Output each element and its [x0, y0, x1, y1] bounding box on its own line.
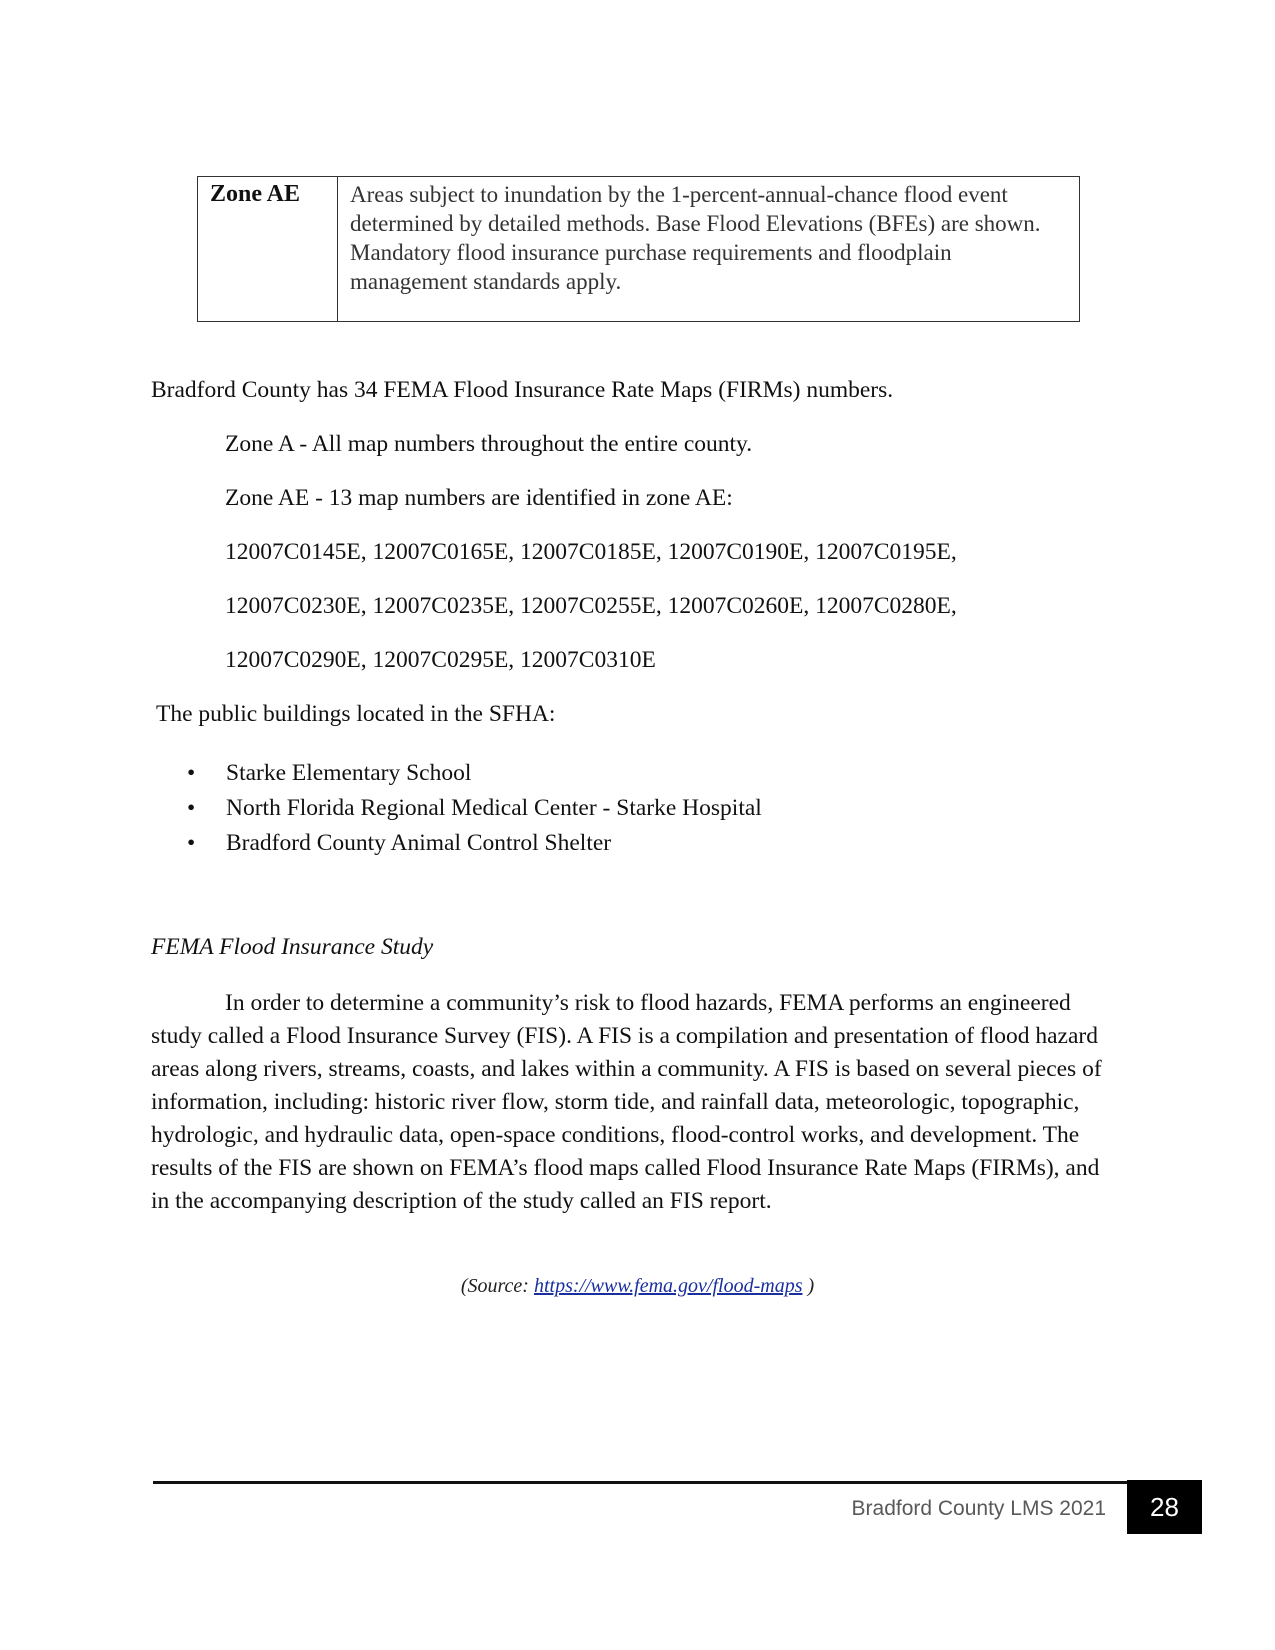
firm-summary: Bradford County has 34 FEMA Flood Insurance Rate Maps (FIRMs) numbers. — [151, 377, 894, 403]
bullet-icon: • — [187, 795, 196, 821]
page-number: 28 — [1127, 1480, 1202, 1534]
bullet-icon: • — [187, 760, 196, 786]
zone-definition-table — [197, 176, 1080, 322]
zone-ae-line: Zone AE - 13 map numbers are identified in zone AE: — [225, 485, 733, 511]
map-numbers-line-1: 12007C0145E, 12007C0165E, 12007C0185E, 12007C0190E, 12007C0195E, — [225, 539, 957, 565]
building-name: Starke Elementary School — [226, 760, 472, 786]
footer-title: Bradford County LMS 2021 — [851, 1497, 1106, 1520]
list-item — [180, 756, 762, 791]
section-heading: FEMA Flood Insurance Study — [151, 934, 434, 960]
source-link[interactable]: https://www.fema.gov/flood-maps — [533, 1275, 803, 1297]
sfha-building-list — [180, 756, 762, 861]
source-citation — [0, 1274, 1275, 1298]
building-name: Bradford County Animal Control Shelter — [226, 830, 612, 856]
bullet-icon: • — [187, 830, 196, 856]
footer-rule — [153, 1481, 1131, 1484]
zone-description-cell: Areas subject to inundation by the 1-percent-annual-chance flood event determined by detailed methods. Base Flood Elevations (BFEs) are shown. Mandatory flood insurance purchase requirements and floodplain management standards apply. — [350, 182, 1041, 294]
source-prefix: (Source: — [460, 1275, 534, 1297]
section-body: In order to determine a community’s risk to flood hazards, FEMA performs an engineered study called a Flood Insurance Survey (FIS). A FIS is a compilation and presentation of flood hazard areas along rivers, streams, coasts, and lakes within a community. A FIS is based on several pieces of information, including: historic river flow, storm tide, and rainfall data, meteorologic, topographic, hydrologic, and hydraulic data, open-space conditions, flood-control works, and development. The results of the FIS are shown on FEMA’s flood maps called Flood Insurance Rate Maps (FIRMs), and in the accompanying description of the study called an FIS report. — [151, 990, 1102, 1214]
map-numbers-line-2: 12007C0230E, 12007C0235E, 12007C0255E, 12007C0260E, 12007C0280E, — [225, 593, 957, 619]
sfha-intro: The public buildings located in the SFHA: — [156, 701, 556, 727]
zone-label-cell: Zone AE — [198, 177, 338, 321]
source-suffix: ) — [802, 1275, 815, 1297]
zone-a-line: Zone A - All map numbers throughout the entire county. — [225, 431, 753, 457]
list-item — [180, 791, 762, 826]
list-item — [180, 826, 762, 861]
building-name: North Florida Regional Medical Center - Starke Hospital — [226, 795, 762, 821]
map-numbers-line-3: 12007C0290E, 12007C0295E, 12007C0310E — [225, 647, 656, 673]
